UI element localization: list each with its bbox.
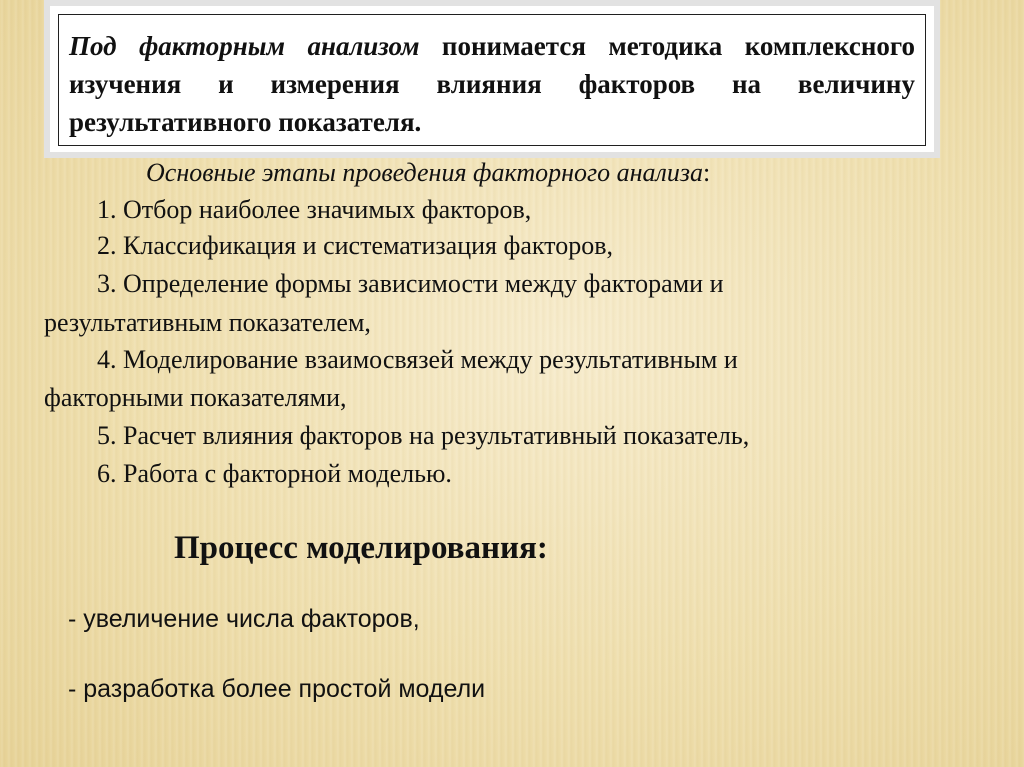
stage-item-6: 6. Работа с факторной моделью. — [97, 459, 452, 488]
definition-lead: Под факторным анализом — [69, 31, 420, 61]
stages-title-text: Основные этапы проведения факторного анализа — [146, 158, 704, 187]
stages-title-colon: : — [703, 158, 711, 187]
definition-rest: понимается методика комплексного изучения и измерения влияния факторов на величину результативного показателя. — [69, 31, 915, 137]
stage-item-2: 2. Классификация и систематизация факторов, — [97, 231, 613, 260]
stages-title — [146, 156, 710, 190]
stage-item-3-continued: результативным показателем, — [44, 308, 371, 337]
definition-frame — [58, 14, 926, 146]
process-title: Процесс моделирования: — [174, 530, 548, 566]
stage-item-1: 1. Отбор наиболее значимых факторов, — [97, 195, 532, 224]
process-bullet-1: - увеличение числа факторов, — [68, 605, 420, 633]
definition-text — [69, 27, 915, 141]
stage-item-4: 4. Моделирование взаимосвязей между результативным и — [97, 345, 738, 374]
definition-box — [44, 0, 940, 158]
stage-item-4-continued: факторными показателями, — [44, 383, 347, 412]
process-bullet-2: - разработка более простой модели — [68, 675, 486, 703]
stage-item-3: 3. Определение формы зависимости между факторами и — [97, 269, 724, 298]
stage-item-5: 5. Расчет влияния факторов на результативный показатель, — [97, 421, 750, 450]
